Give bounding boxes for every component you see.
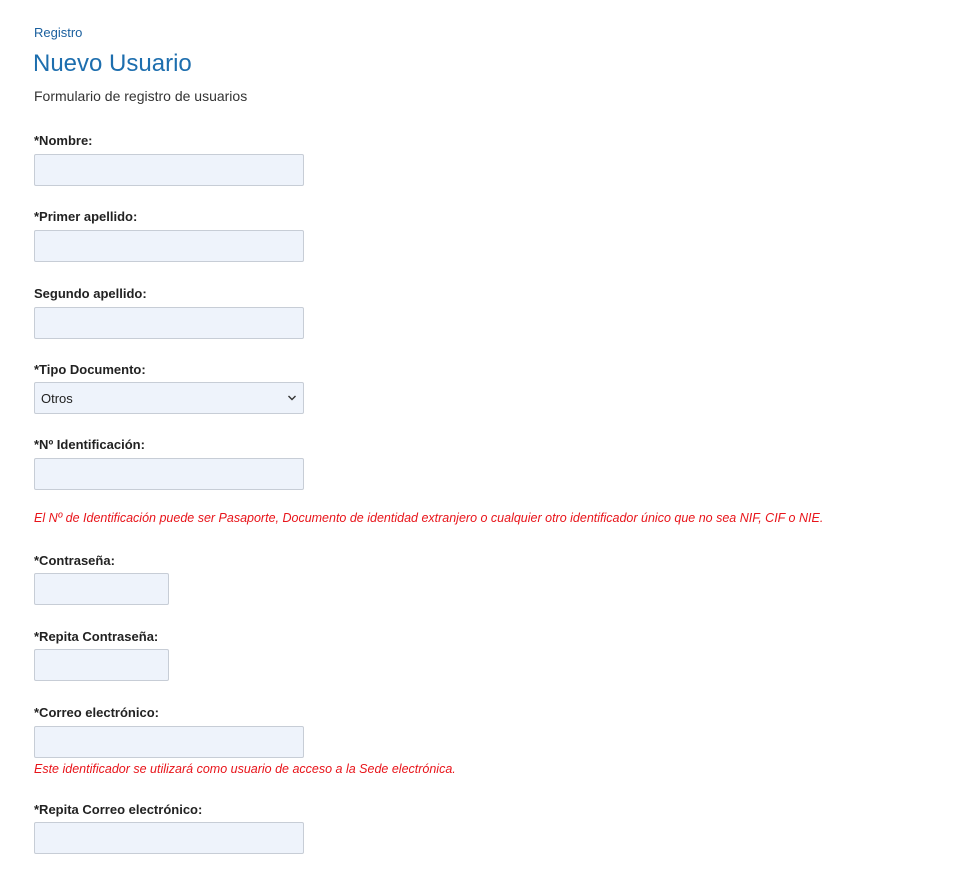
contrasena-label: *Contraseña: bbox=[34, 553, 115, 568]
num-identificacion-input[interactable] bbox=[34, 458, 304, 490]
tipo-documento-label: *Tipo Documento: bbox=[34, 362, 146, 377]
chevron-down-icon bbox=[287, 394, 297, 402]
page-subtitle: Formulario de registro de usuarios bbox=[34, 88, 248, 104]
correo-note: Este identificador se utilizará como usuario de acceso a la Sede electrónica. bbox=[34, 762, 456, 776]
repita-contrasena-input[interactable] bbox=[34, 649, 169, 681]
tipo-documento-selected-value: Otros bbox=[41, 391, 73, 406]
segundo-apellido-label: Segundo apellido: bbox=[34, 286, 147, 301]
primer-apellido-label: *Primer apellido: bbox=[34, 209, 138, 224]
correo-input[interactable] bbox=[34, 726, 304, 758]
correo-label: *Correo electrónico: bbox=[34, 705, 159, 720]
contrasena-input[interactable] bbox=[34, 573, 169, 605]
primer-apellido-input[interactable] bbox=[34, 230, 304, 262]
repita-contrasena-label: *Repita Contraseña: bbox=[34, 629, 159, 644]
page-title: Nuevo Usuario bbox=[33, 50, 192, 77]
num-identificacion-label: *Nº Identificación: bbox=[34, 437, 145, 452]
breadcrumb-registro-link[interactable]: Registro bbox=[34, 25, 83, 40]
nombre-label: *Nombre: bbox=[34, 133, 93, 148]
repita-correo-input[interactable] bbox=[34, 822, 304, 854]
num-identificacion-note: El Nº de Identificación puede ser Pasaporte, Documento de identidad extranjero o cualquier otro identificador único que no sea NIF, CIF o NIE. bbox=[34, 511, 824, 525]
segundo-apellido-input[interactable] bbox=[34, 307, 304, 339]
nombre-input[interactable] bbox=[34, 154, 304, 186]
tipo-documento-select[interactable] bbox=[34, 382, 304, 414]
repita-correo-label: *Repita Correo electrónico: bbox=[34, 802, 203, 817]
